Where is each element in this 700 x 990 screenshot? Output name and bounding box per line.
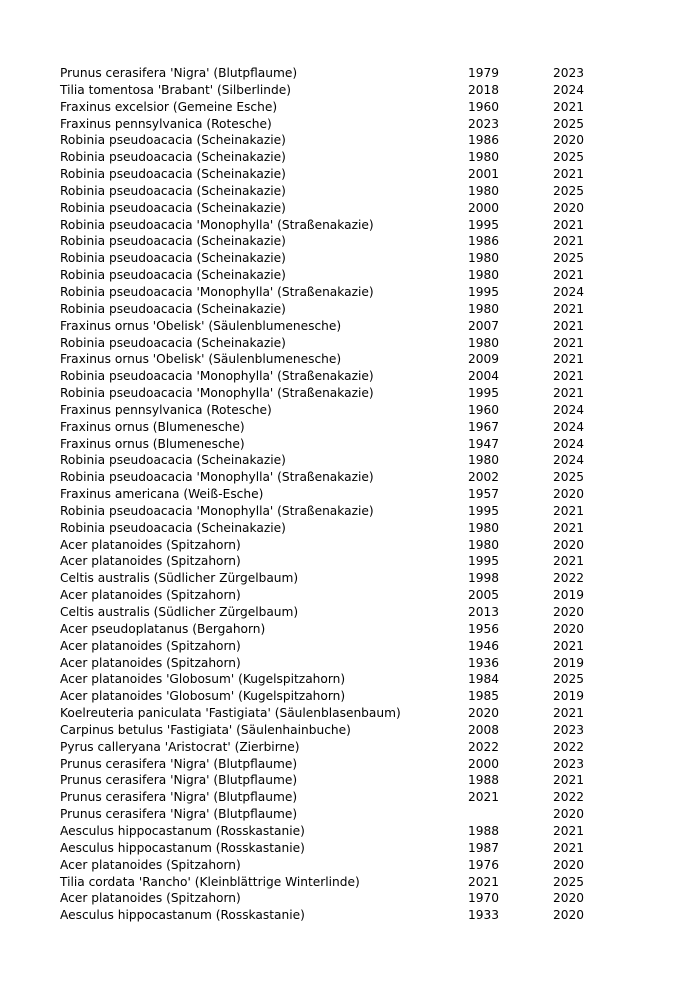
inspection-year: 2024	[553, 284, 585, 299]
table-row	[60, 419, 620, 436]
tree-species: Robinia pseudoacacia (Scheinakazie)	[60, 453, 286, 468]
inspection-year: 2021	[553, 840, 585, 855]
table-row	[60, 385, 620, 402]
tree-species: Acer platanoides (Spitzahorn)	[60, 857, 241, 872]
planting-year: 1987	[468, 840, 500, 855]
tree-species: Fraxinus ornus 'Obelisk' (Säulenblumenesche)	[60, 352, 342, 367]
tree-species: Acer platanoides (Spitzahorn)	[60, 891, 241, 906]
tree-species: Robinia pseudoacacia (Scheinakazie)	[60, 200, 286, 215]
planting-year: 1995	[468, 386, 500, 401]
tree-species: Acer pseudoplatanus (Bergahorn)	[60, 621, 266, 636]
tree-species: Celtis australis (Südlicher Zürgelbaum)	[60, 605, 299, 619]
planting-year: 1936	[468, 655, 500, 670]
planting-year: 1947	[468, 436, 500, 451]
table-row	[60, 537, 620, 554]
planting-year: 2008	[468, 722, 500, 737]
table-row	[60, 789, 620, 806]
planting-year: 1995	[468, 503, 500, 518]
planting-year: 1980	[468, 520, 500, 535]
tree-species: Robinia pseudoacacia (Scheinakazie)	[60, 268, 286, 283]
inspection-year: 2019	[553, 689, 585, 704]
inspection-year: 2022	[553, 790, 585, 805]
table-row	[60, 368, 620, 385]
tree-species: Robinia pseudoacacia 'Monophylla' (Straßenakazie)	[60, 386, 374, 401]
tree-species: Fraxinus ornus (Blumenesche)	[60, 436, 245, 451]
planting-year: 1988	[468, 773, 500, 788]
inspection-year: 2021	[553, 335, 585, 350]
table-row	[60, 570, 620, 587]
table-row	[60, 301, 620, 318]
table-row	[60, 217, 620, 234]
planting-year: 1980	[468, 150, 500, 165]
inspection-year: 2021	[553, 638, 585, 653]
inspection-year: 2019	[553, 588, 585, 603]
table-row	[60, 503, 620, 520]
table-row	[60, 671, 620, 688]
tree-species: Acer platanoides 'Globosum' (Kugelspitzahorn)	[60, 672, 346, 687]
table-row	[60, 318, 620, 335]
planting-year: 1979	[468, 66, 500, 80]
tree-species: Acer platanoides 'Globosum' (Kugelspitzahorn)	[60, 689, 346, 704]
inspection-year: 2021	[553, 234, 585, 249]
table-row	[60, 452, 620, 469]
table-row	[60, 200, 620, 217]
planting-year: 1980	[468, 251, 500, 266]
tree-species: Prunus cerasifera 'Nigra' (Blutpflaume)	[60, 773, 298, 788]
planting-year: 1970	[468, 891, 500, 906]
table-row	[60, 65, 620, 82]
inspection-year: 2020	[553, 807, 585, 822]
table-row	[60, 722, 620, 739]
inspection-year: 2025	[553, 116, 585, 131]
table-row	[60, 520, 620, 537]
inspection-year: 2021	[553, 217, 585, 232]
table-row	[60, 739, 620, 756]
inspection-year: 2025	[553, 874, 585, 889]
inspection-year: 2021	[553, 268, 585, 283]
tree-species: Tilia cordata 'Rancho' (Kleinblättrige Winterlinde)	[60, 874, 360, 889]
table-row	[60, 250, 620, 267]
inspection-year: 2024	[553, 436, 585, 451]
tree-species: Fraxinus pennsylvanica (Rotesche)	[60, 116, 272, 131]
planting-year: 1976	[468, 857, 500, 872]
inspection-year: 2021	[553, 352, 585, 367]
planting-year: 2009	[468, 352, 500, 367]
table-row	[60, 132, 620, 149]
inspection-year: 2025	[553, 150, 585, 165]
inspection-year: 2020	[553, 621, 585, 636]
table-row	[60, 267, 620, 284]
planting-year: 1960	[468, 99, 500, 114]
table-row	[60, 907, 620, 924]
table-row	[60, 116, 620, 133]
table-row	[60, 402, 620, 419]
planting-year: 1984	[468, 672, 500, 687]
planting-year: 2001	[468, 167, 500, 182]
inspection-year: 2021	[553, 301, 585, 316]
tree-species: Carpinus betulus 'Fastigiata' (Säulenhainbuche)	[60, 722, 351, 737]
planting-year: 1980	[468, 301, 500, 316]
tree-species: Robinia pseudoacacia (Scheinakazie)	[60, 335, 286, 350]
tree-species: Robinia pseudoacacia 'Monophylla' (Straßenakazie)	[60, 503, 374, 518]
inspection-year: 2020	[553, 200, 585, 215]
tree-species: Aesculus hippocastanum (Rosskastanie)	[60, 908, 305, 923]
inspection-year: 2020	[553, 857, 585, 872]
tree-species: Prunus cerasifera 'Nigra' (Blutpflaume)	[60, 66, 298, 80]
tree-species: Robinia pseudoacacia 'Monophylla' (Straßenakazie)	[60, 284, 374, 299]
planting-year: 2021	[468, 874, 500, 889]
table-row	[60, 469, 620, 486]
inspection-year: 2021	[553, 99, 585, 114]
table-row	[60, 335, 620, 352]
table-row	[60, 756, 620, 773]
inspection-year: 2021	[553, 503, 585, 518]
inspection-year: 2021	[553, 369, 585, 384]
planting-year: 1946	[468, 638, 500, 653]
inspection-year: 2023	[553, 722, 585, 737]
tree-species: Robinia pseudoacacia 'Monophylla' (Straßenakazie)	[60, 369, 374, 384]
planting-year: 1956	[468, 621, 500, 636]
planting-year: 1995	[468, 284, 500, 299]
planting-year: 1985	[468, 689, 500, 704]
planting-year: 2000	[468, 200, 500, 215]
planting-year: 2022	[468, 739, 500, 754]
planting-year: 1980	[468, 183, 500, 198]
table-row	[60, 688, 620, 705]
inspection-year: 2025	[553, 470, 585, 485]
tree-species: Robinia pseudoacacia (Scheinakazie)	[60, 133, 286, 148]
inspection-year: 2022	[553, 739, 585, 754]
inspection-year: 2020	[553, 133, 585, 148]
table-row	[60, 806, 620, 823]
tree-species: Aesculus hippocastanum (Rosskastanie)	[60, 823, 305, 838]
inspection-year: 2019	[553, 655, 585, 670]
inspection-year: 2025	[553, 672, 585, 687]
table-row	[60, 166, 620, 183]
planting-year: 2005	[468, 588, 500, 603]
inspection-year: 2020	[553, 487, 585, 502]
table-row	[60, 587, 620, 604]
tree-species: Celtis australis (Südlicher Zürgelbaum)	[60, 571, 299, 586]
table-row	[60, 705, 620, 722]
inspection-year: 2020	[553, 605, 585, 619]
table-row	[60, 604, 620, 621]
planting-year: 1980	[468, 268, 500, 283]
table-row	[60, 183, 620, 200]
inspection-year: 2020	[553, 891, 585, 906]
tree-species: Fraxinus excelsior (Gemeine Esche)	[60, 99, 278, 114]
table-row	[60, 874, 620, 891]
inspection-year: 2021	[553, 554, 585, 569]
inspection-year: 2024	[553, 419, 585, 434]
table-row	[60, 553, 620, 570]
tree-species: Fraxinus americana (Weiß-Esche)	[60, 487, 264, 502]
tree-species: Fraxinus ornus (Blumenesche)	[60, 419, 245, 434]
planting-year: 2002	[468, 470, 500, 485]
planting-year: 1967	[468, 419, 500, 434]
tree-species: Robinia pseudoacacia (Scheinakazie)	[60, 167, 286, 182]
inspection-year: 2025	[553, 251, 585, 266]
table-row	[60, 149, 620, 166]
inspection-year: 2021	[553, 706, 585, 721]
planting-year: 2004	[468, 369, 500, 384]
tree-species: Pyrus calleryana 'Aristocrat' (Zierbirne)	[60, 739, 300, 754]
tree-table	[60, 65, 620, 924]
table-row	[60, 436, 620, 453]
table-row	[60, 351, 620, 368]
planting-year: 2023	[468, 116, 500, 131]
tree-species: Acer platanoides (Spitzahorn)	[60, 638, 241, 653]
table-row	[60, 99, 620, 116]
planting-year: 2021	[468, 790, 500, 805]
tree-species: Robinia pseudoacacia (Scheinakazie)	[60, 234, 286, 249]
table-row	[60, 772, 620, 789]
table-row	[60, 823, 620, 840]
inspection-year: 2024	[553, 402, 585, 417]
inspection-year: 2021	[553, 520, 585, 535]
table-row	[60, 486, 620, 503]
planting-year: 1933	[468, 908, 500, 923]
planting-year: 2020	[468, 706, 500, 721]
tree-species: Robinia pseudoacacia (Scheinakazie)	[60, 150, 286, 165]
inspection-year: 2021	[553, 773, 585, 788]
inspection-year: 2024	[553, 82, 585, 97]
tree-species: Robinia pseudoacacia (Scheinakazie)	[60, 183, 286, 198]
inspection-year: 2021	[553, 167, 585, 182]
inspection-year: 2025	[553, 183, 585, 198]
inspection-year: 2023	[553, 66, 585, 80]
table-row	[60, 638, 620, 655]
tree-species: Acer platanoides (Spitzahorn)	[60, 554, 241, 569]
planting-year: 1995	[468, 217, 500, 232]
planting-year: 1980	[468, 453, 500, 468]
planting-year: 1980	[468, 335, 500, 350]
inspection-year: 2021	[553, 386, 585, 401]
tree-species: Prunus cerasifera 'Nigra' (Blutpflaume)	[60, 790, 298, 805]
table-row	[60, 233, 620, 250]
tree-species: Robinia pseudoacacia 'Monophylla' (Straßenakazie)	[60, 217, 374, 232]
tree-species: Acer platanoides (Spitzahorn)	[60, 588, 241, 603]
table-row	[60, 857, 620, 874]
tree-species: Prunus cerasifera 'Nigra' (Blutpflaume)	[60, 807, 298, 822]
tree-species: Acer platanoides (Spitzahorn)	[60, 655, 241, 670]
tree-species: Robinia pseudoacacia (Scheinakazie)	[60, 301, 286, 316]
tree-species: Robinia pseudoacacia (Scheinakazie)	[60, 251, 286, 266]
inspection-year: 2022	[553, 571, 585, 586]
tree-species: Prunus cerasifera 'Nigra' (Blutpflaume)	[60, 756, 298, 771]
inspection-year: 2023	[553, 756, 585, 771]
planting-year: 1986	[468, 133, 500, 148]
tree-species: Robinia pseudoacacia (Scheinakazie)	[60, 520, 286, 535]
table-row	[60, 655, 620, 672]
inspection-year: 2021	[553, 823, 585, 838]
planting-year: 2007	[468, 318, 500, 333]
planting-year: 1986	[468, 234, 500, 249]
table-row	[60, 840, 620, 857]
tree-species: Aesculus hippocastanum (Rosskastanie)	[60, 840, 305, 855]
planting-year: 1995	[468, 554, 500, 569]
tree-species: Acer platanoides (Spitzahorn)	[60, 537, 241, 552]
table-row	[60, 82, 620, 99]
planting-year: 2018	[468, 82, 500, 97]
tree-species: Fraxinus ornus 'Obelisk' (Säulenblumenesche)	[60, 318, 342, 333]
planting-year: 1960	[468, 402, 500, 417]
tree-species: Robinia pseudoacacia 'Monophylla' (Straßenakazie)	[60, 470, 374, 485]
inspection-year: 2020	[553, 908, 585, 923]
planting-year: 2013	[468, 605, 500, 619]
planting-year: 1988	[468, 823, 500, 838]
planting-year: 2000	[468, 756, 500, 771]
table-row	[60, 890, 620, 907]
tree-species: Tilia tomentosa 'Brabant' (Silberlinde)	[60, 82, 291, 97]
tree-species: Koelreuteria paniculata 'Fastigiata' (Säulenblasenbaum)	[60, 706, 401, 721]
planting-year: 1957	[468, 487, 500, 502]
table-row	[60, 621, 620, 638]
planting-year: 1980	[468, 537, 500, 552]
planting-year: 1998	[468, 571, 500, 586]
inspection-year: 2024	[553, 453, 585, 468]
table-row	[60, 284, 620, 301]
tree-species: Fraxinus pennsylvanica (Rotesche)	[60, 402, 272, 417]
inspection-year: 2020	[553, 537, 585, 552]
inspection-year: 2021	[553, 318, 585, 333]
